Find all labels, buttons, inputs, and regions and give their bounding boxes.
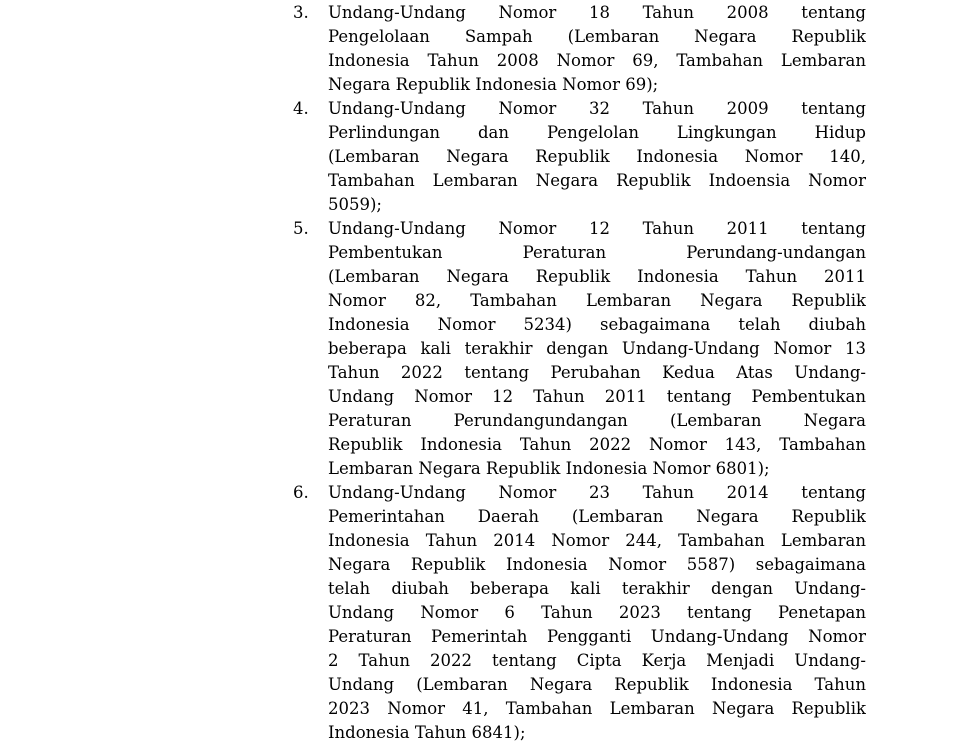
list-item-line: Undang-Undang Nomor 23 Tahun 2014 tentang [328, 483, 866, 502]
list-item-6 [290, 481, 866, 745]
list-item-line: (Lembaran Negara Republik Indonesia Tahun 2011 [328, 267, 866, 286]
list-item-line: telah diubah beberapa kali terakhir dengan Undang- [328, 579, 866, 598]
list-number: 6. [293, 483, 309, 502]
list-item-line: Peraturan Perundangundangan (Lembaran Negara [328, 411, 866, 430]
list-item-line: Indonesia Tahun 2008 Nomor 69, Tambahan Lembaran [328, 51, 866, 70]
list-number: 3. [293, 3, 309, 22]
list-item-line: Republik Indonesia Tahun 2022 Nomor 143, Tambahan [328, 435, 866, 454]
list-item-line: 2 Tahun 2022 tentang Cipta Kerja Menjadi Undang- [328, 651, 866, 670]
list-item-line: 5059); [328, 195, 382, 214]
list-item-line: 2023 Nomor 41, Tambahan Lembaran Negara Republik [328, 699, 866, 718]
list-item-line: Peraturan Pemerintah Pengganti Undang-Undang Nomor [328, 627, 866, 646]
list-number: 4. [293, 99, 309, 118]
list-item-3 [290, 1, 866, 97]
list-item-line: Negara Republik Indonesia Nomor 69); [328, 75, 659, 94]
list-item-4 [290, 97, 866, 217]
list-item-line: Indonesia Tahun 6841); [328, 723, 526, 742]
list-item-line: Negara Republik Indonesia Nomor 5587) sebagaimana [328, 555, 866, 574]
legal-reference-list [290, 1, 866, 745]
list-item-line: Tahun 2022 tentang Perubahan Kedua Atas Undang- [328, 363, 866, 382]
list-item-line: beberapa kali terakhir dengan Undang-Undang Nomor 13 [328, 339, 866, 358]
list-item-line: Undang-Undang Nomor 32 Tahun 2009 tentang [328, 99, 866, 118]
list-item-line: Indonesia Tahun 2014 Nomor 244, Tambahan Lembaran [328, 531, 866, 550]
list-item-line: Pengelolaan Sampah (Lembaran Negara Republik [328, 27, 866, 46]
list-item-line: Undang (Lembaran Negara Republik Indonesia Tahun [328, 675, 866, 694]
list-item-line: Indonesia Nomor 5234) sebagaimana telah diubah [328, 315, 866, 334]
list-item-line: Pemerintahan Daerah (Lembaran Negara Republik [328, 507, 866, 526]
list-item-line: Tambahan Lembaran Negara Republik Indoensia Nomor [328, 171, 866, 190]
list-item-line: Undang-Undang Nomor 12 Tahun 2011 tentang [328, 219, 866, 238]
list-item-line: Undang-Undang Nomor 18 Tahun 2008 tentang [328, 3, 866, 22]
list-item-line: Undang Nomor 6 Tahun 2023 tentang Penetapan [328, 603, 866, 622]
list-item-line: Lembaran Negara Republik Indonesia Nomor 6801); [328, 459, 770, 478]
list-item-line: (Lembaran Negara Republik Indonesia Nomor 140, [328, 147, 866, 166]
list-item-line: Undang Nomor 12 Tahun 2011 tentang Pembentukan [328, 387, 866, 406]
list-number: 5. [293, 219, 309, 238]
list-item-5 [290, 217, 866, 481]
list-item-line: Nomor 82, Tambahan Lembaran Negara Republik [328, 291, 866, 310]
list-item-line: Pembentukan Peraturan Perundang-undangan [328, 243, 866, 262]
list-item-line: Perlindungan dan Pengelolan Lingkungan Hidup [328, 123, 866, 142]
